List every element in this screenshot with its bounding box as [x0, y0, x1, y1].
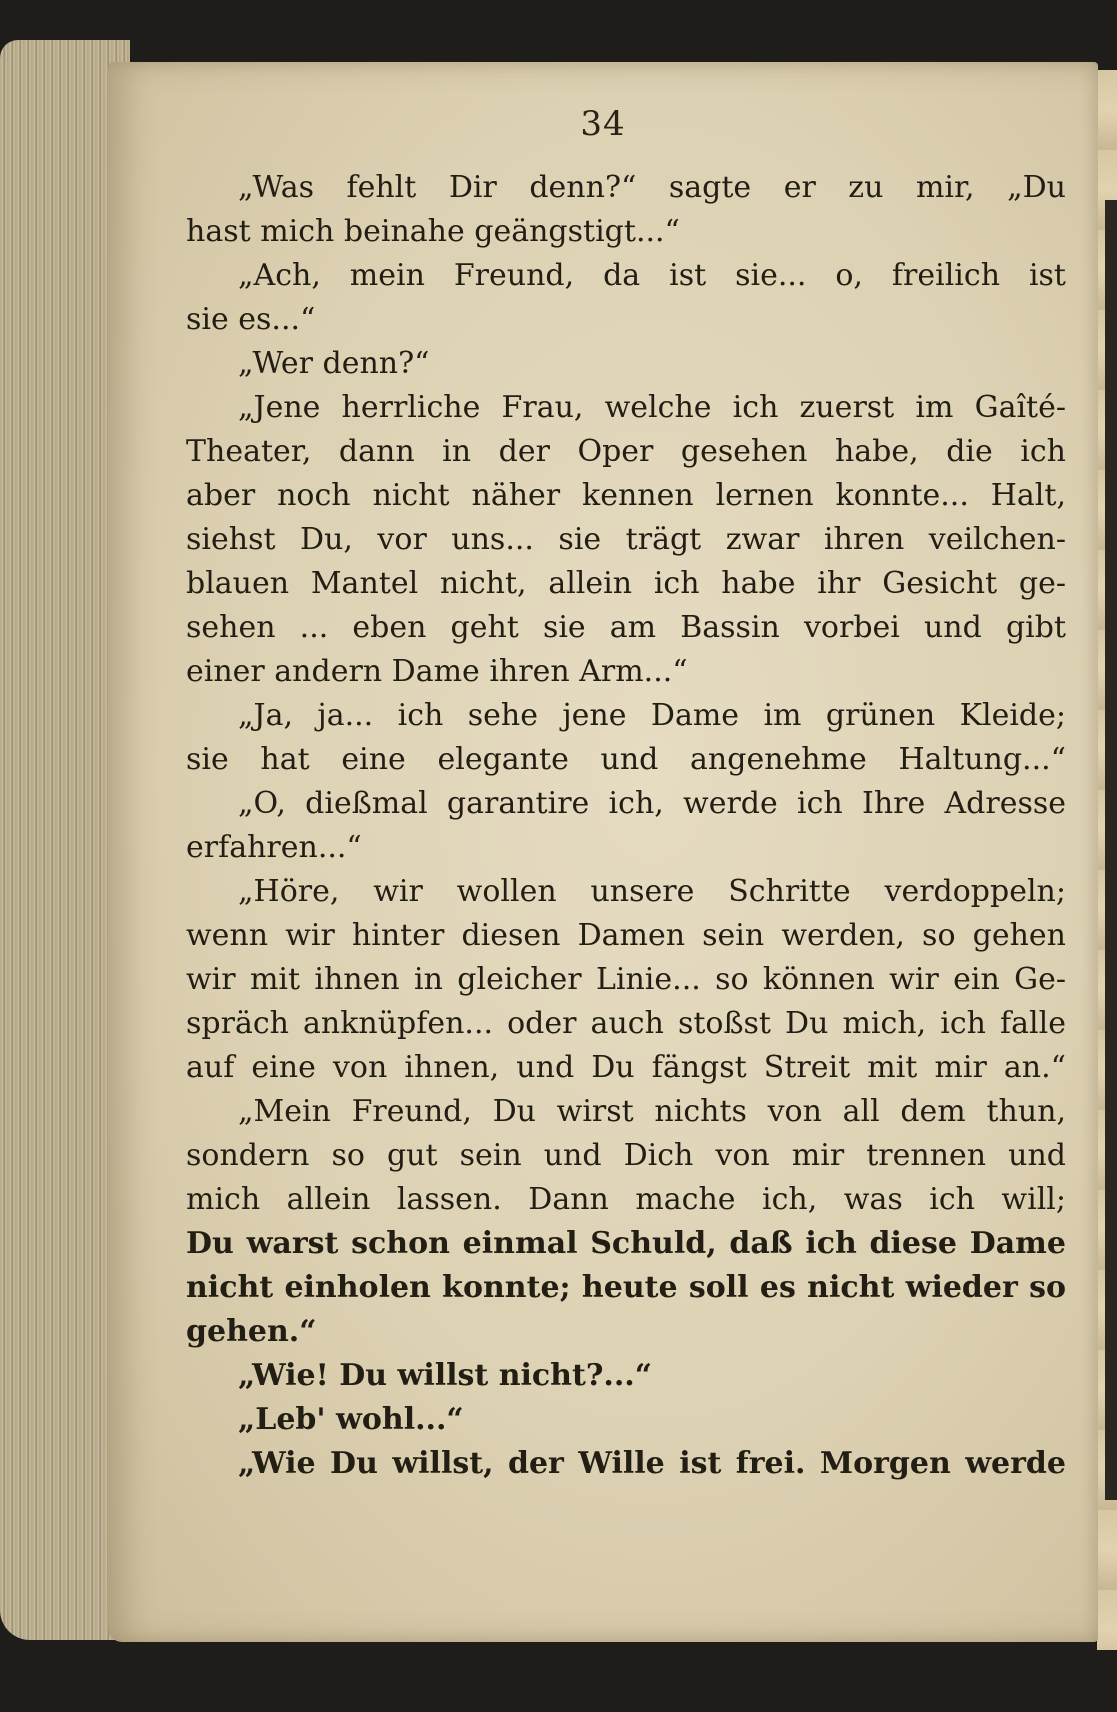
text-line: Theater, dann in der Oper gesehen habe, die ich [186, 434, 1066, 469]
text-line: erfahren...“ [186, 830, 362, 865]
text-line: sie hat eine elegante und angenehme Haltung...“ [186, 742, 1066, 777]
text-line: einer andern Dame ihren Arm...“ [186, 654, 688, 689]
text-line: „Wie Du willst, der Wille ist frei. Morgen werde [238, 1446, 1066, 1481]
text-line: blauen Mantel nicht, allein ich habe ihr Gesicht ge- [186, 566, 1066, 601]
text-line: „Wie! Du willst nicht?...“ [238, 1358, 653, 1393]
text-line: sehen ... eben geht sie am Bassin vorbei und gibt [186, 610, 1066, 645]
text-line: spräch anknüpfen... oder auch stoßst Du mich, ich falle [186, 1006, 1066, 1041]
text-line: siehst Du, vor uns... sie trägt zwar ihren veilchen- [186, 522, 1066, 557]
text-line: „Leb' wohl...“ [238, 1402, 464, 1437]
text-line: gehen.“ [186, 1314, 317, 1349]
right-binding-shadow [1105, 200, 1117, 1500]
text-line: „O, dießmal garantire ich, werde ich Ihre Adresse [238, 786, 1066, 821]
text-line: aber noch nicht näher kennen lernen konnte... Halt, [186, 478, 1066, 513]
text-line: wenn wir hinter diesen Damen sein werden, so gehen [186, 918, 1066, 953]
text-line: nicht einholen konnte; heute soll es nicht wieder so [186, 1270, 1066, 1305]
text-line: „Was fehlt Dir denn?“ sagte er zu mir, „Du [238, 170, 1066, 205]
text-line: mich allein lassen. Dann mache ich, was ich will; [186, 1182, 1066, 1217]
text-line: sondern so gut sein und Dich von mir trennen und [186, 1138, 1066, 1173]
text-line: hast mich beinahe geängstigt...“ [186, 214, 680, 249]
text-line: „Ach, mein Freund, da ist sie... o, freilich ist [238, 258, 1066, 293]
text-line: „Jene herrliche Frau, welche ich zuerst im Gaîté- [238, 390, 1066, 425]
text-line: wir mit ihnen in gleicher Linie... so können wir ein Ge- [186, 962, 1066, 997]
text-line: sie es...“ [186, 302, 316, 337]
text-line: „Wer denn?“ [238, 346, 430, 381]
text-line: „Höre, wir wollen unsere Schritte verdoppeln; [238, 874, 1066, 909]
text-line: Du warst schon einmal Schuld, daß ich diese Dame [186, 1226, 1066, 1261]
text-line: „Mein Freund, Du wirst nichts von all dem thun, [238, 1094, 1066, 1129]
text-line: „Ja, ja... ich sehe jene Dame im grünen Kleide; [238, 698, 1066, 733]
page-number: 34 [580, 104, 626, 144]
text-line: auf eine von ihnen, und Du fängst Streit mit mir an.“ [186, 1050, 1066, 1085]
